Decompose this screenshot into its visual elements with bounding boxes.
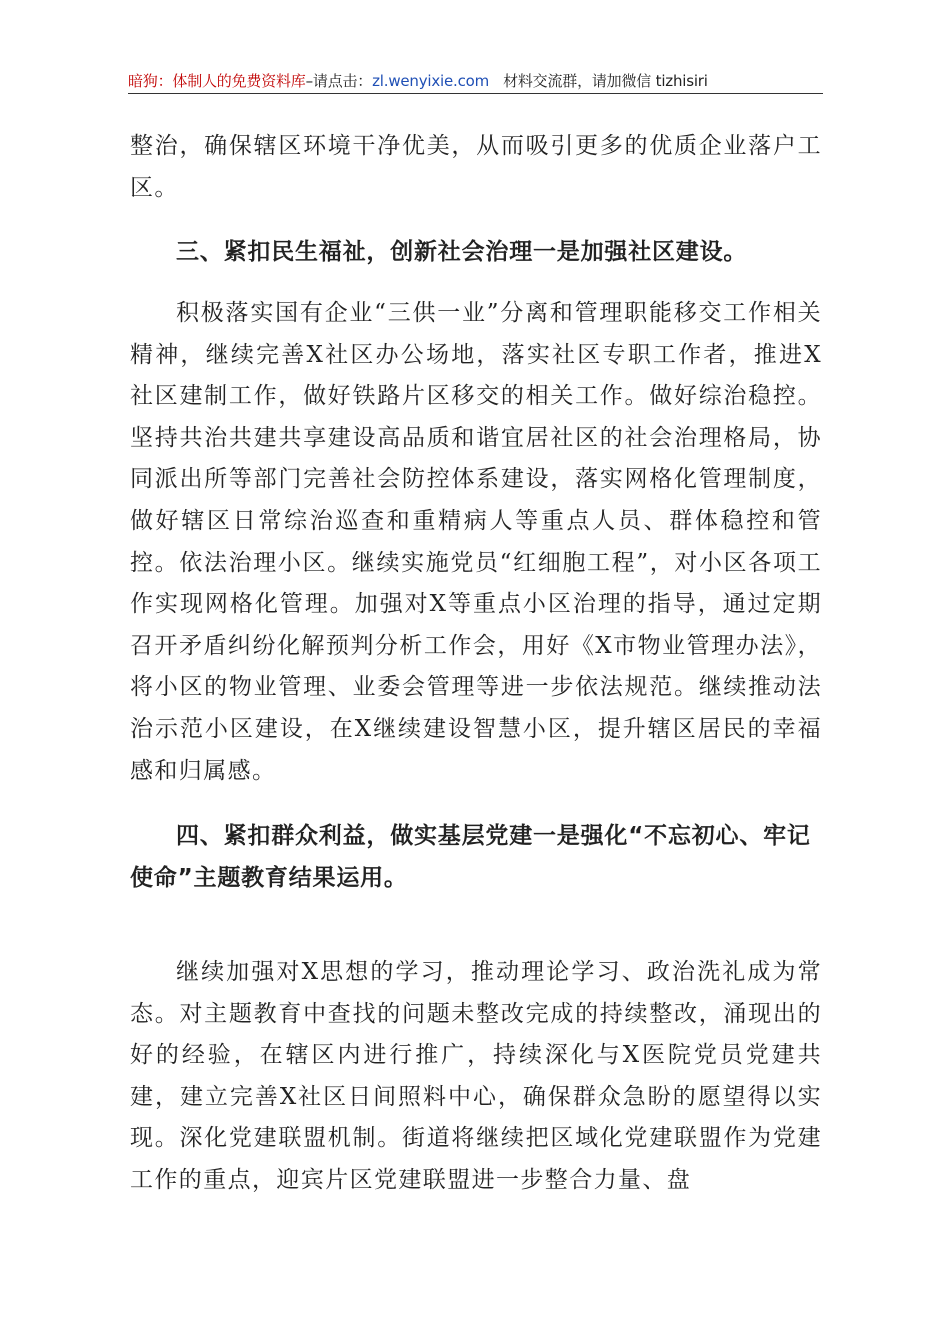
- paragraph-intro: 整治，确保辖区环境干净优美，从而吸引更多的优质企业落户工区。: [130, 133, 822, 201]
- paragraph-section-3: 积极落实国有企业“三供一业”分离和管理职能移交工作相关精神，继续完善X社区办公场地，落实社区专职工作者，推进X社区建制工作，做好铁路片区移交的相关工作。做好综治稳控。坚持共治共建共享建设高品质和谐宜居社区的社会治理格局，协同派出所等部门完善社会防控体系建设，落实网格化管理制度，做好辖区日常综治巡查和重精病人等重点人员、群体稳控和管控。依法治理小区。继续实施党员“红细胞工程”，对小区各项工作实现网格化管理。加强对X等重点小区治理的指导，通过定期召开矛盾纠纷化解预判分析工作会，用好《X市物业管理办法》，将小区的物业管理、业委会管理等进一步依法规范。继续推动法治示范小区建设，在X继续建设智慧小区，提升辖区居民的幸福感和归属感。: [130, 300, 822, 784]
- header-group-info: 材料交流群，请加微信 tizhisiri: [503, 72, 708, 90]
- header-brand: 暗狗：体制人的免费资料库: [128, 72, 306, 90]
- page-header: [128, 70, 823, 92]
- header-divider: [128, 93, 823, 94]
- header-link[interactable]: zl.wenyixie.com: [372, 72, 490, 90]
- header-prompt: –请点击：: [305, 72, 373, 90]
- section-heading-4: 四、紧扣群众利益，做实基层党建一是强化“不忘初心、牢记使命”主题教育结果运用。: [130, 823, 811, 891]
- section-heading-3: 三、紧扣民生福祉，创新社会治理一是加强社区建设。: [176, 239, 748, 265]
- paragraph-section-4: 继续加强对X思想的学习，推动理论学习、政治洗礼成为常态。对主题教育中查找的问题未整改完成的持续整改，涌现出的好的经验，在辖区内进行推广，持续深化与X医院党员党建共建，建立完善X社区日间照料中心，确保群众急盼的愿望得以实现。深化党建联盟机制。街道将继续把区域化党建联盟作为党建工作的重点，迎宾片区党建联盟进一步整合力量、盘: [130, 959, 822, 1193]
